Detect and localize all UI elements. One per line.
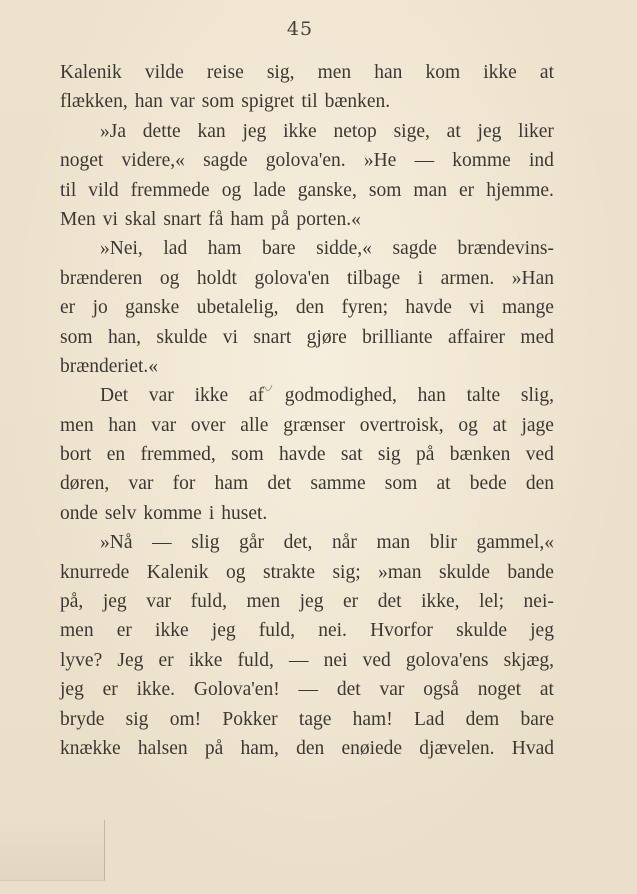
text-line <box>60 146 554 175</box>
word: havde <box>278 444 326 466</box>
word: Golova'en! <box>193 679 280 701</box>
word: jeg <box>60 679 84 701</box>
text-line <box>60 234 554 263</box>
word: ganske <box>125 297 180 319</box>
word: golova'en. <box>265 150 346 172</box>
word: ikke <box>483 62 517 83</box>
word: som <box>201 91 235 113</box>
word: bede <box>469 473 507 495</box>
word: er <box>102 679 118 701</box>
word: gammel,« <box>476 532 554 554</box>
word: fuld, <box>258 620 296 642</box>
word: sagde <box>203 150 248 172</box>
word: dem <box>465 708 500 730</box>
word: ikke <box>188 649 223 671</box>
word: ganske, <box>297 179 357 201</box>
word: sig, <box>266 62 295 83</box>
word: sat <box>340 444 363 466</box>
word: den <box>525 473 554 495</box>
word: mange <box>501 297 554 319</box>
text-line <box>60 264 554 293</box>
word: godmodighed, <box>284 385 397 407</box>
word: slig <box>191 532 220 554</box>
word: i <box>208 502 215 524</box>
word: »He <box>363 150 397 172</box>
text-line <box>60 646 554 675</box>
word: samme <box>310 473 366 495</box>
word: liker <box>518 120 554 142</box>
text-line <box>60 587 554 616</box>
word: han, <box>107 326 141 348</box>
word: ved <box>525 444 554 466</box>
word: snart <box>253 326 292 348</box>
word: armen. <box>440 267 495 289</box>
word: men <box>60 414 94 436</box>
word: af <box>248 385 265 407</box>
word: det, <box>283 532 313 554</box>
word: var <box>169 91 195 113</box>
word: var <box>379 679 405 701</box>
word: og <box>226 561 246 583</box>
word: men <box>317 62 352 83</box>
text-line <box>60 205 554 234</box>
word: er <box>459 179 475 201</box>
word: sige, <box>393 120 430 142</box>
word: fuld, <box>237 649 274 671</box>
text-line <box>60 528 554 557</box>
text-line <box>60 323 554 352</box>
word: noget <box>60 150 104 172</box>
text-line <box>60 58 554 87</box>
word: blir <box>429 532 457 554</box>
text-line <box>60 675 554 704</box>
word: nei <box>323 649 348 671</box>
word: flækken, <box>60 91 128 113</box>
word: han <box>374 62 403 83</box>
word: den <box>296 737 325 759</box>
word: over <box>190 414 226 436</box>
word: døren, <box>60 473 110 495</box>
text-line <box>60 87 554 116</box>
word: vilde <box>144 62 184 83</box>
word: men <box>60 620 94 642</box>
word: fuld, <box>190 591 227 613</box>
word: knurrede <box>60 561 130 583</box>
word: jeg <box>530 620 554 642</box>
pencil-mark-icon <box>256 382 276 396</box>
word: grænser <box>283 414 345 436</box>
word: spigret <box>241 91 295 113</box>
word: er <box>158 649 174 671</box>
word: jeg <box>211 620 236 642</box>
word: Hvad <box>511 737 554 759</box>
word: bort <box>60 444 92 466</box>
word: var <box>128 473 154 495</box>
word: man <box>376 532 411 554</box>
word: Men <box>60 208 96 230</box>
word: porten.« <box>296 208 361 230</box>
word: at <box>539 679 554 701</box>
word: og <box>458 414 478 436</box>
word: hjemme. <box>486 179 554 201</box>
word: jeg <box>477 120 502 142</box>
word: fyren; <box>341 297 388 319</box>
word: han <box>417 385 446 407</box>
word: til <box>60 179 77 201</box>
word: sig <box>377 444 401 466</box>
word: den <box>295 297 325 319</box>
word: lel; <box>479 591 504 613</box>
word: alle <box>240 414 269 436</box>
word: var <box>151 414 177 436</box>
word: at <box>436 473 451 495</box>
word: strakte <box>263 561 315 583</box>
word: havde <box>405 297 452 319</box>
word: vi <box>222 326 238 348</box>
word: fremmede <box>130 179 210 201</box>
word: ved <box>362 649 391 671</box>
word: slig, <box>520 385 554 407</box>
word: ham <box>230 208 264 230</box>
text-line <box>60 440 554 469</box>
word: ikke <box>194 385 229 407</box>
word: vi <box>102 208 118 230</box>
word: det <box>267 473 292 495</box>
text-line <box>60 176 554 205</box>
word: skulde <box>156 326 208 348</box>
word: i <box>417 267 424 289</box>
word: »Ja <box>100 120 126 142</box>
word: en <box>106 444 126 466</box>
word: »Nå <box>100 532 133 554</box>
word: er <box>343 591 359 613</box>
word: og <box>159 267 180 289</box>
word: på, <box>60 591 84 613</box>
word: netop <box>333 120 377 142</box>
text-line <box>60 499 554 528</box>
word: fremmed, <box>140 444 216 466</box>
word: som <box>368 179 402 201</box>
word: kan <box>197 120 226 142</box>
word: ikke <box>155 620 189 642</box>
text-line <box>60 705 554 734</box>
text-line <box>60 352 554 381</box>
word: ikke, <box>421 591 460 613</box>
word: ham <box>207 238 242 260</box>
word: var <box>148 385 174 407</box>
word: Jeg <box>117 649 144 671</box>
word: skal <box>124 208 157 230</box>
word: skulde <box>438 561 490 583</box>
word: djævelen. <box>419 737 495 759</box>
word: ham, <box>240 737 279 759</box>
word: dette <box>142 120 181 142</box>
word: ind <box>529 150 554 172</box>
word: om! <box>169 708 202 730</box>
word: komme <box>452 150 511 172</box>
word: tage <box>298 708 332 730</box>
word: Det <box>100 385 129 407</box>
text-line <box>60 616 554 645</box>
word: Hvorfor <box>370 620 433 642</box>
word: lade <box>253 179 286 201</box>
word: jeg <box>242 120 267 142</box>
word: han <box>134 91 163 113</box>
word: på <box>416 444 435 466</box>
text-line <box>60 293 554 322</box>
text-line <box>60 411 554 440</box>
text-line <box>60 734 554 763</box>
word: — <box>298 679 319 701</box>
word: at <box>446 120 461 142</box>
word: »Han <box>511 267 554 289</box>
word: få <box>208 208 224 230</box>
text-line <box>60 381 554 410</box>
word: nei- <box>523 591 554 613</box>
word: huset. <box>221 502 268 524</box>
word: Pokker <box>222 708 278 730</box>
word: brænderen <box>60 267 143 289</box>
word: er <box>116 620 132 642</box>
word: vild <box>88 179 119 201</box>
word: ubetalelig, <box>196 297 279 319</box>
word: enøiede <box>341 737 403 759</box>
word: jeg <box>299 591 324 613</box>
word: som <box>231 444 264 466</box>
text-line <box>60 469 554 498</box>
word: man <box>413 179 447 201</box>
word: noget <box>477 679 522 701</box>
word: kom <box>425 62 461 83</box>
word: snart <box>163 208 202 230</box>
word: det <box>377 591 402 613</box>
word: onde <box>60 502 98 524</box>
word: vi <box>469 297 485 319</box>
word: på <box>204 737 224 759</box>
word: og <box>221 179 242 201</box>
word: til <box>301 91 318 113</box>
word: overtroisk, <box>359 414 444 436</box>
word: — <box>288 649 309 671</box>
word: halsen <box>137 737 188 759</box>
word: reise <box>206 62 244 83</box>
word: det <box>336 679 361 701</box>
word: også <box>423 679 459 701</box>
word: brilliante <box>362 326 433 348</box>
word: at <box>539 62 554 83</box>
word: var <box>146 591 172 613</box>
word: knække <box>60 737 121 759</box>
word: jage <box>521 414 554 436</box>
word: »man <box>378 561 422 583</box>
word: skulde <box>456 620 507 642</box>
word: som <box>60 326 93 348</box>
word: golova'ens <box>405 649 489 671</box>
word: at <box>492 414 507 436</box>
word: ikke <box>283 120 317 142</box>
word: bare <box>261 238 296 260</box>
page-number: 45 <box>286 18 314 40</box>
word: han <box>108 414 137 436</box>
word: sagde <box>392 238 437 260</box>
word: komme <box>143 502 202 524</box>
word: bryde <box>60 708 105 730</box>
text-line <box>60 117 554 146</box>
word: bare <box>520 708 554 730</box>
word: Lad <box>414 708 445 730</box>
word: ham! <box>352 708 393 730</box>
word: brændevins- <box>457 238 554 260</box>
word: lad <box>163 238 188 260</box>
word: tilbage <box>347 267 401 289</box>
word: ham <box>214 473 249 495</box>
word: bande <box>507 561 554 583</box>
word: nei. <box>318 620 347 642</box>
word: affairer <box>447 326 505 348</box>
word: sidde,« <box>316 238 372 260</box>
word: på <box>270 208 290 230</box>
paper-stain <box>0 820 105 881</box>
body-text <box>60 58 554 763</box>
word: Kalenik <box>146 561 209 583</box>
word: går <box>239 532 265 554</box>
word: for <box>172 473 196 495</box>
word: — <box>414 150 435 172</box>
word: Kalenik <box>60 62 122 83</box>
word: lyve? <box>60 649 103 671</box>
word: brænderiet.« <box>60 355 159 377</box>
word: bænken <box>449 444 511 466</box>
word: sig; <box>332 561 361 583</box>
word: golova'en <box>254 267 330 289</box>
word: talte <box>466 385 501 407</box>
word: men <box>246 591 281 613</box>
word: som <box>384 473 418 495</box>
word: selv <box>104 502 137 524</box>
word: jeg <box>102 591 127 613</box>
word: bænken. <box>324 91 391 113</box>
word: ikke. <box>136 679 176 701</box>
word: når <box>332 532 357 554</box>
word: jo <box>92 297 108 319</box>
word: sig <box>125 708 149 730</box>
word: holdt <box>196 267 237 289</box>
word: gjøre <box>306 326 347 348</box>
word: med <box>520 326 554 348</box>
word: »Nei, <box>100 238 143 260</box>
word: — <box>152 532 172 554</box>
word: er <box>60 297 76 319</box>
word: videre,« <box>121 150 185 172</box>
word: skjæg, <box>503 649 554 671</box>
text-line <box>60 558 554 587</box>
